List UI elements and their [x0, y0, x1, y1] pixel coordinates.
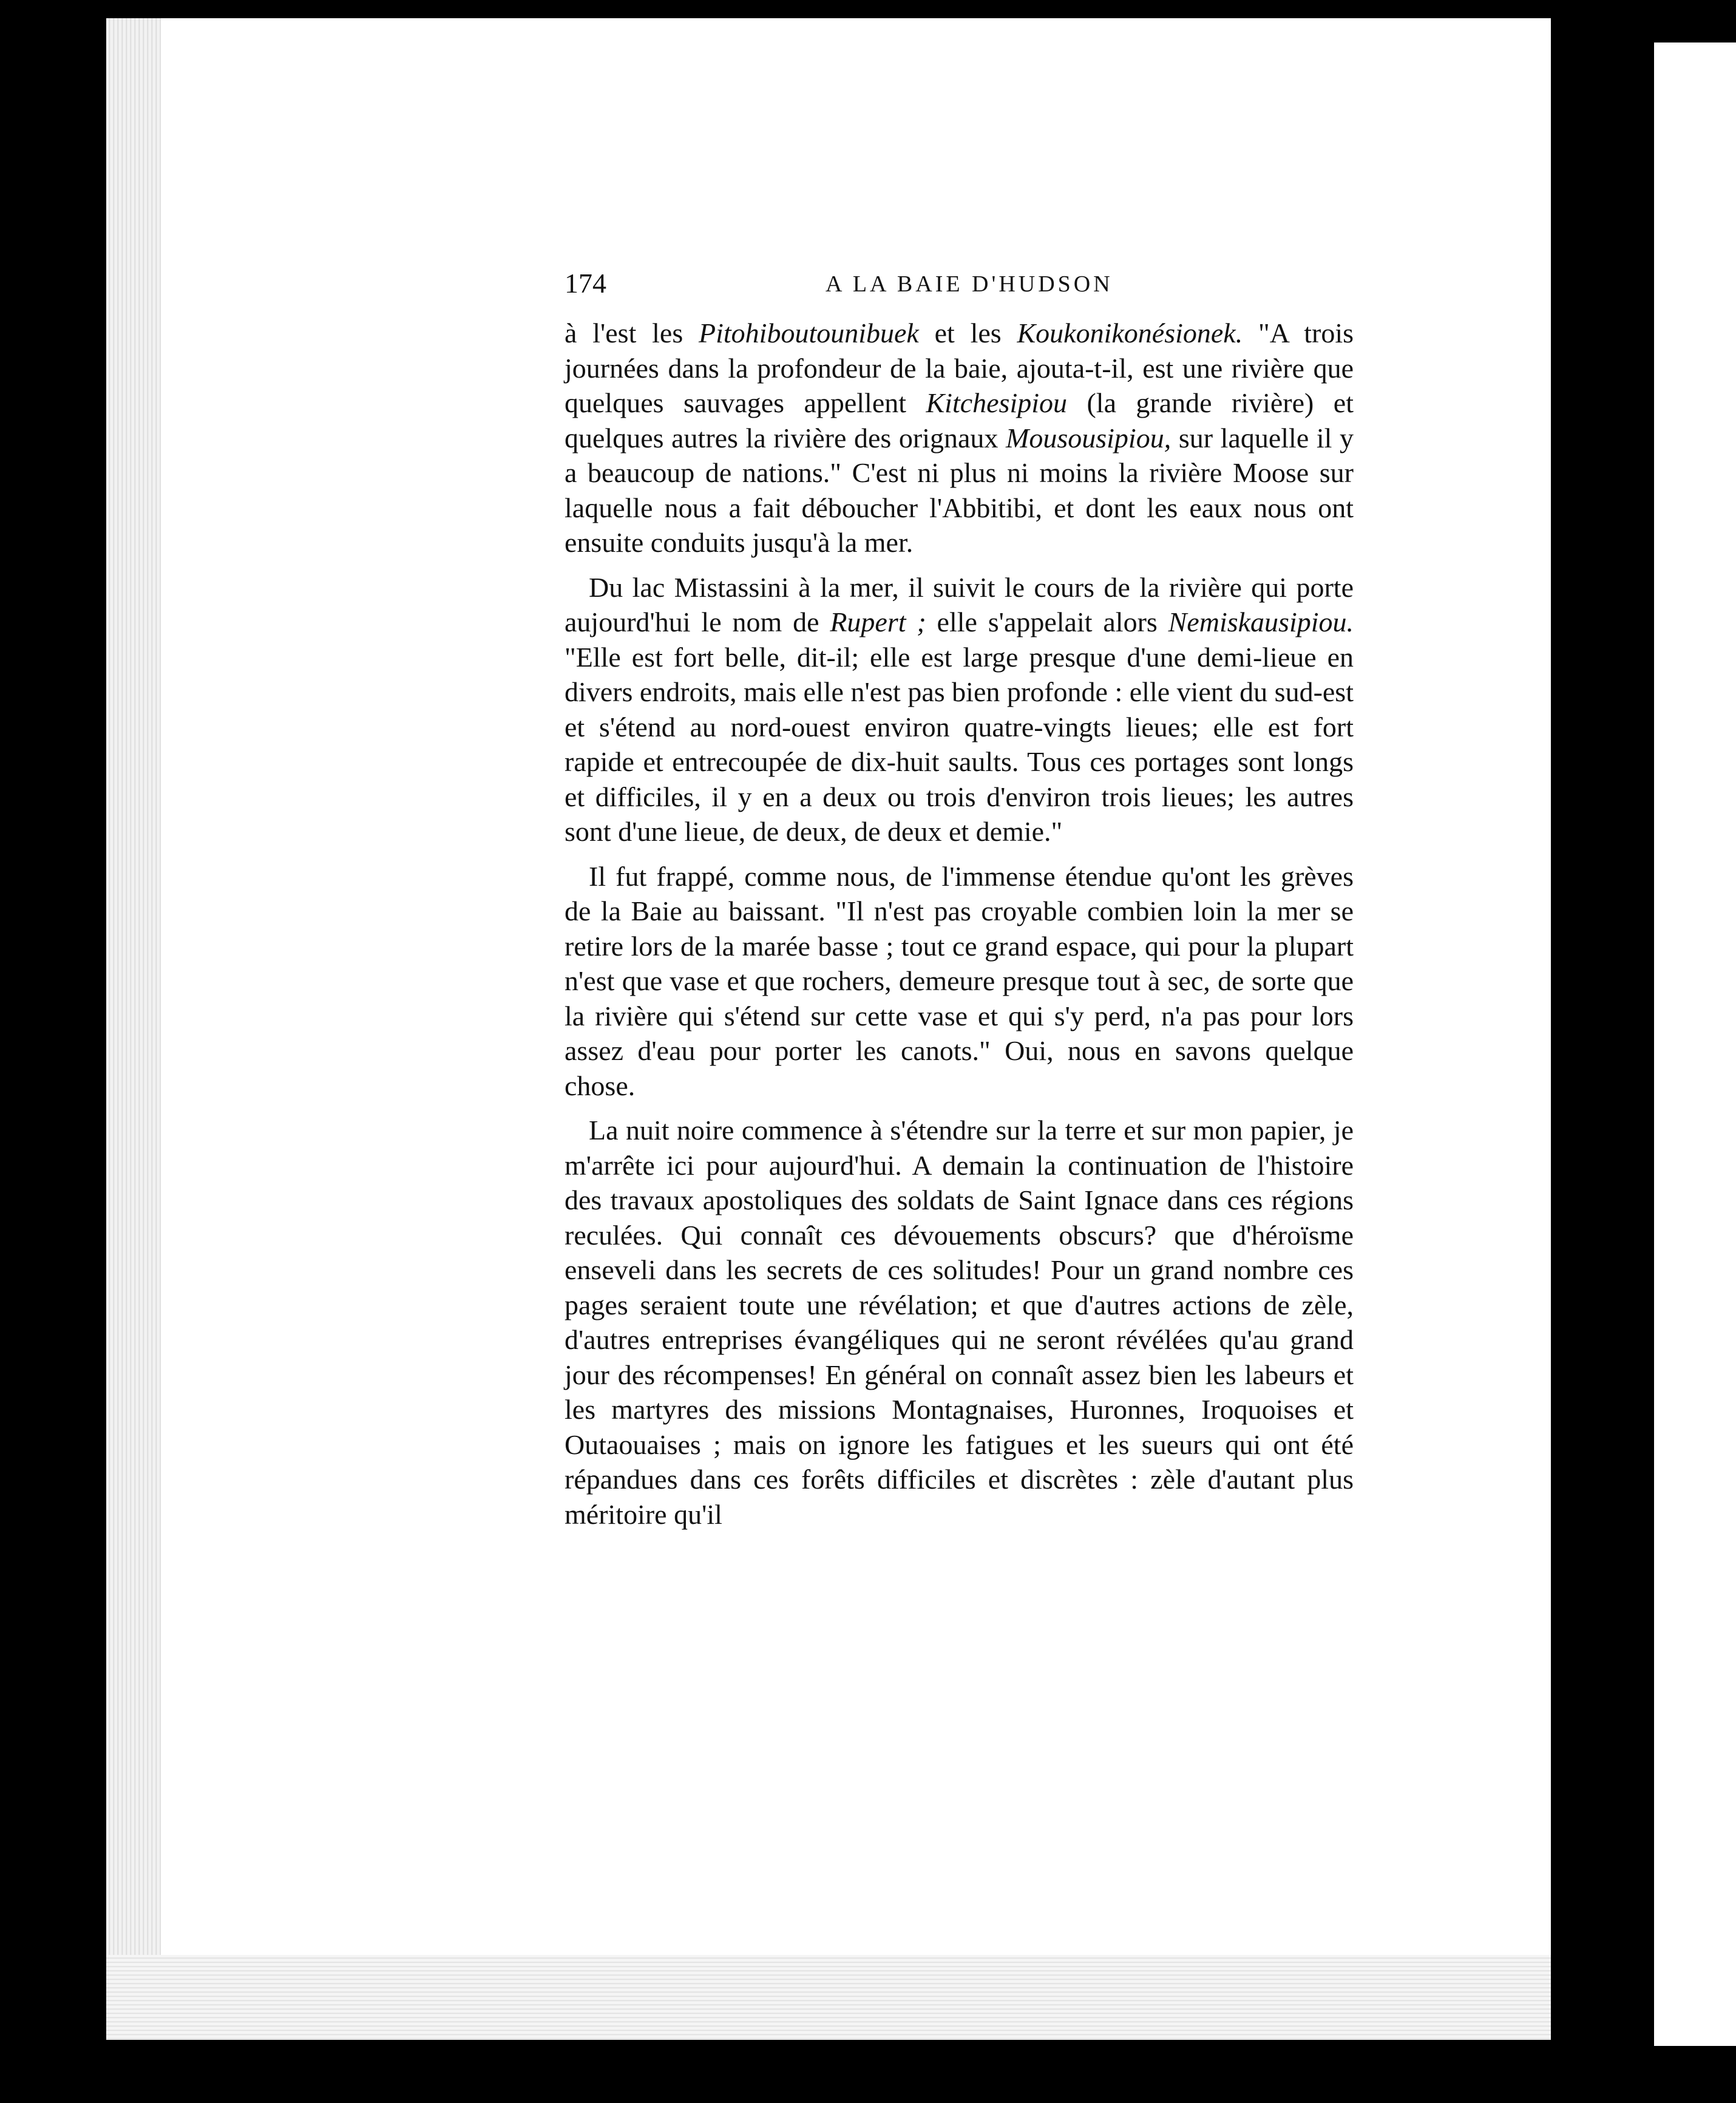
- page-header: [565, 267, 1378, 304]
- italic-term: Koukonikonésionek.: [1017, 318, 1243, 348]
- text-run: elle s'appelait alors: [926, 606, 1168, 637]
- page-number: 174: [565, 268, 606, 299]
- paragraph-2: [565, 570, 1354, 849]
- text-run: à l'est les: [565, 318, 699, 348]
- page-stack-edge-bottom: [106, 1955, 1551, 2040]
- paragraph-1: [565, 316, 1354, 560]
- italic-term: Mousousipiou,: [1006, 422, 1171, 454]
- italic-term: Nemiskausipiou.: [1168, 606, 1354, 637]
- book-gutter: [1551, 0, 1654, 2103]
- text-run: "Elle est fort belle, dit-il; elle est large presque d'une demi-lieue en divers endroits, mais elle n'est pas bien profonde : elle vient du sud-est et s'étend au nord-ouest environ quatre-vingts lieues; elle est fort rapide et entrecoupée de dix-huit saults. Tous ces portages sont longs et difficiles, il y en a deux ou trois d'environ trois lieues; les autres sont d'une lieue, de deux, de deux et demie.": [565, 641, 1354, 847]
- italic-term: Rupert ;: [830, 606, 926, 637]
- text-run: Du lac Mistassini à la mer, il suivit le cours de la rivière qui porte aujourd'hui le nom de: [565, 571, 1354, 637]
- facing-page-edge: [1654, 42, 1736, 2046]
- running-title: A LA BAIE D'HUDSON: [826, 271, 1113, 297]
- italic-term: Kitchesipiou: [926, 387, 1068, 418]
- paragraph-3: Il fut frappé, comme nous, de l'immense étendue qu'ont les grèves de la Baie au baissant. "Il n'est pas croyable combien loin la mer se retire lors de la marée basse ; tout ce grand espace, qui pour la plupart n'est que vase et que rochers, demeure presque tout à sec, de sorte que la rivière qui s'étend sur cette vase et qui s'y perd, n'a pas pour lors assez d'eau pour porter les canots." Oui, nous en savons quelque chose.: [565, 860, 1354, 1101]
- italic-term: Pitohiboutounibuek: [699, 318, 919, 348]
- paragraph-4: La nuit noire commence à s'étendre sur la terre et sur mon papier, je m'arrête ici pour aujourd'hui. A demain la continuation de l'histoire des travaux apostoliques des soldats de Saint Ignace dans ces régions reculées. Qui connaît ces dévouements obscurs? que d'héroïsme enseveli dans les secrets de ces solitudes! Pour un grand nombre ces pages seraient toute une révélation; et que d'autres actions de zèle, d'autres entreprises évangéliques qui ne seront révélées qu'au grand jour des récompenses! En général on connaît assez bien les labeurs et les martyres des missions Montagnaises, Huronnes, Iroquoises et Outaouaises ; mais on ignore les fatigues et les sueurs qui ont été répandues dans ces forêts difficiles et discrètes : zèle d'autant plus méritoire qu'il: [565, 1115, 1354, 1530]
- text-run: "A trois journées dans la profondeur de la baie, ajouta-t-il, est une rivière que quelques sauvages appellent: [565, 318, 1354, 418]
- text-run: (la grande rivière) et quelques autres la rivière des orignaux: [565, 387, 1354, 454]
- page-stack-edge-left: [106, 18, 161, 2040]
- body-text: [565, 316, 1354, 1541]
- text-run: sur laquelle il y a beaucoup de nations." C'est ni plus ni moins la rivière Moose sur laquelle nous a fait déboucher l'Abbitibi, et dont les eaux nous ont ensuite conduits jusqu'à la mer.: [565, 422, 1354, 558]
- text-run: et les: [918, 318, 1017, 348]
